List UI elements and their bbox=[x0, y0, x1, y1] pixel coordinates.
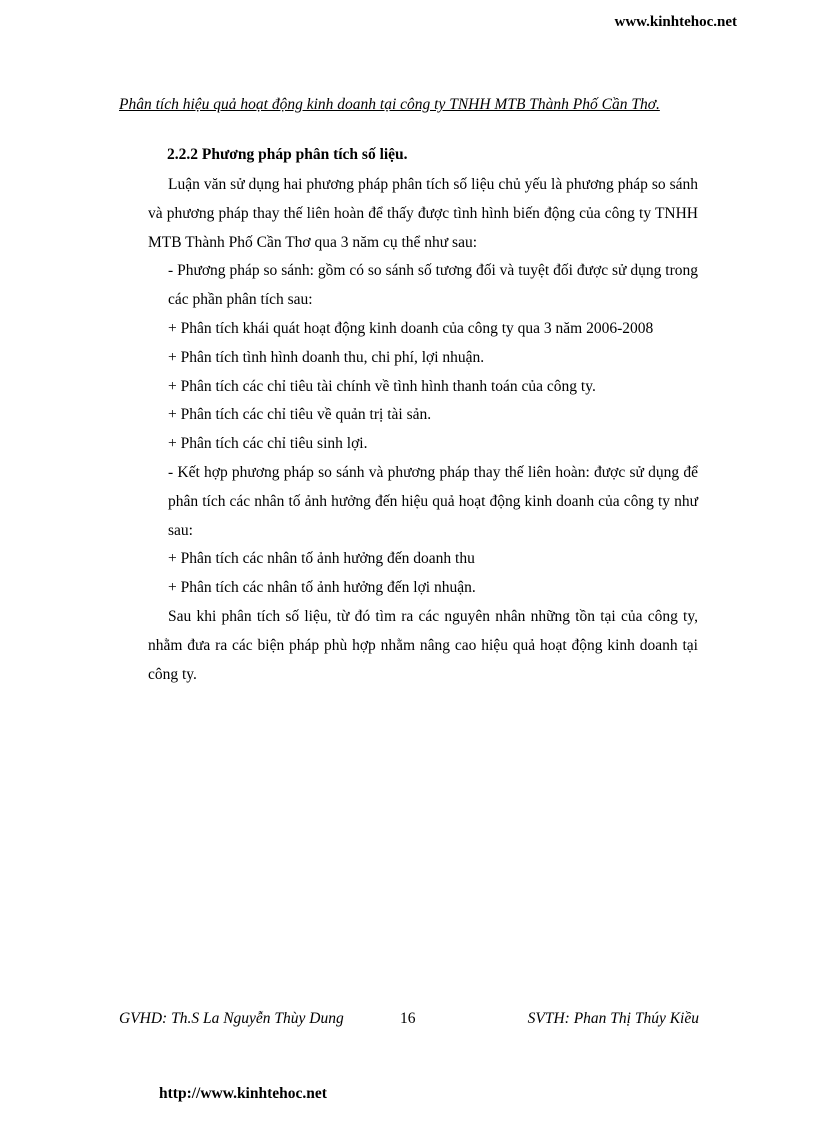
site-url-bottom[interactable]: http://www.kinhtehoc.net bbox=[159, 1085, 327, 1102]
list-item: + Phân tích các chỉ tiêu về quản trị tài sản. bbox=[168, 406, 432, 424]
list-item: + Phân tích các nhân tố ảnh hưởng đến doanh thu bbox=[168, 550, 475, 568]
page-footer bbox=[119, 1010, 699, 1032]
body-content bbox=[148, 171, 698, 689]
footer-student: SVTH: Phan Thị Thúy Kiều bbox=[527, 1010, 699, 1027]
list-item: + Phân tích các chỉ tiêu sinh lợi. bbox=[168, 435, 368, 453]
list-item: + Phân tích khái quát hoạt động kinh doanh của công ty qua 3 năm 2006-2008 bbox=[168, 319, 654, 337]
paragraph-comparison-method: - Phương pháp so sánh: gồm có so sánh số tương đối và tuyệt đối được sử dụng trong các phần phân tích sau: bbox=[168, 262, 698, 309]
page-number: 16 bbox=[400, 1010, 416, 1027]
list-item: + Phân tích các chỉ tiêu tài chính về tình hình thanh toán của công ty. bbox=[168, 377, 596, 395]
footer-supervisor: GVHD: Th.S La Nguyễn Thùy Dung bbox=[119, 1010, 344, 1027]
paragraph-conclusion: Sau khi phân tích số liệu, từ đó tìm ra các nguyên nhân những tồn tại của công ty, nhằm đưa ra các biện pháp phù hợp nhằm nâng cao hiệu quả hoạt động kinh doanh tại công ty. bbox=[148, 607, 698, 683]
site-url-top[interactable]: www.kinhtehoc.net bbox=[614, 14, 737, 30]
list-item: + Phân tích tình hình doanh thu, chi phí, lợi nhuận. bbox=[168, 348, 485, 366]
list-item: + Phân tích các nhân tố ảnh hưởng đến lợi nhuận. bbox=[168, 579, 476, 597]
paragraph-combined-method: - Kết hợp phương pháp so sánh và phương pháp thay thế liên hoàn: được sử dụng để phân tích các nhân tố ảnh hưởng đến hiệu quả hoạt động kinh doanh của công ty như sau: bbox=[168, 463, 698, 539]
section-heading: 2.2.2 Phương pháp phân tích số liệu. bbox=[167, 146, 408, 163]
page-header-title: Phân tích hiệu quả hoạt động kinh doanh tại công ty TNHH MTB Thành Phố Cần Thơ. bbox=[119, 96, 660, 113]
paragraph-intro: Luận văn sử dụng hai phương pháp phân tích số liệu chủ yếu là phương pháp so sánh và phương pháp thay thế liên hoàn để thấy được tình hình biến động của công ty TNHH MTB Thành Phố Cần Thơ qua 3 năm cụ thể như sau: bbox=[148, 176, 698, 251]
